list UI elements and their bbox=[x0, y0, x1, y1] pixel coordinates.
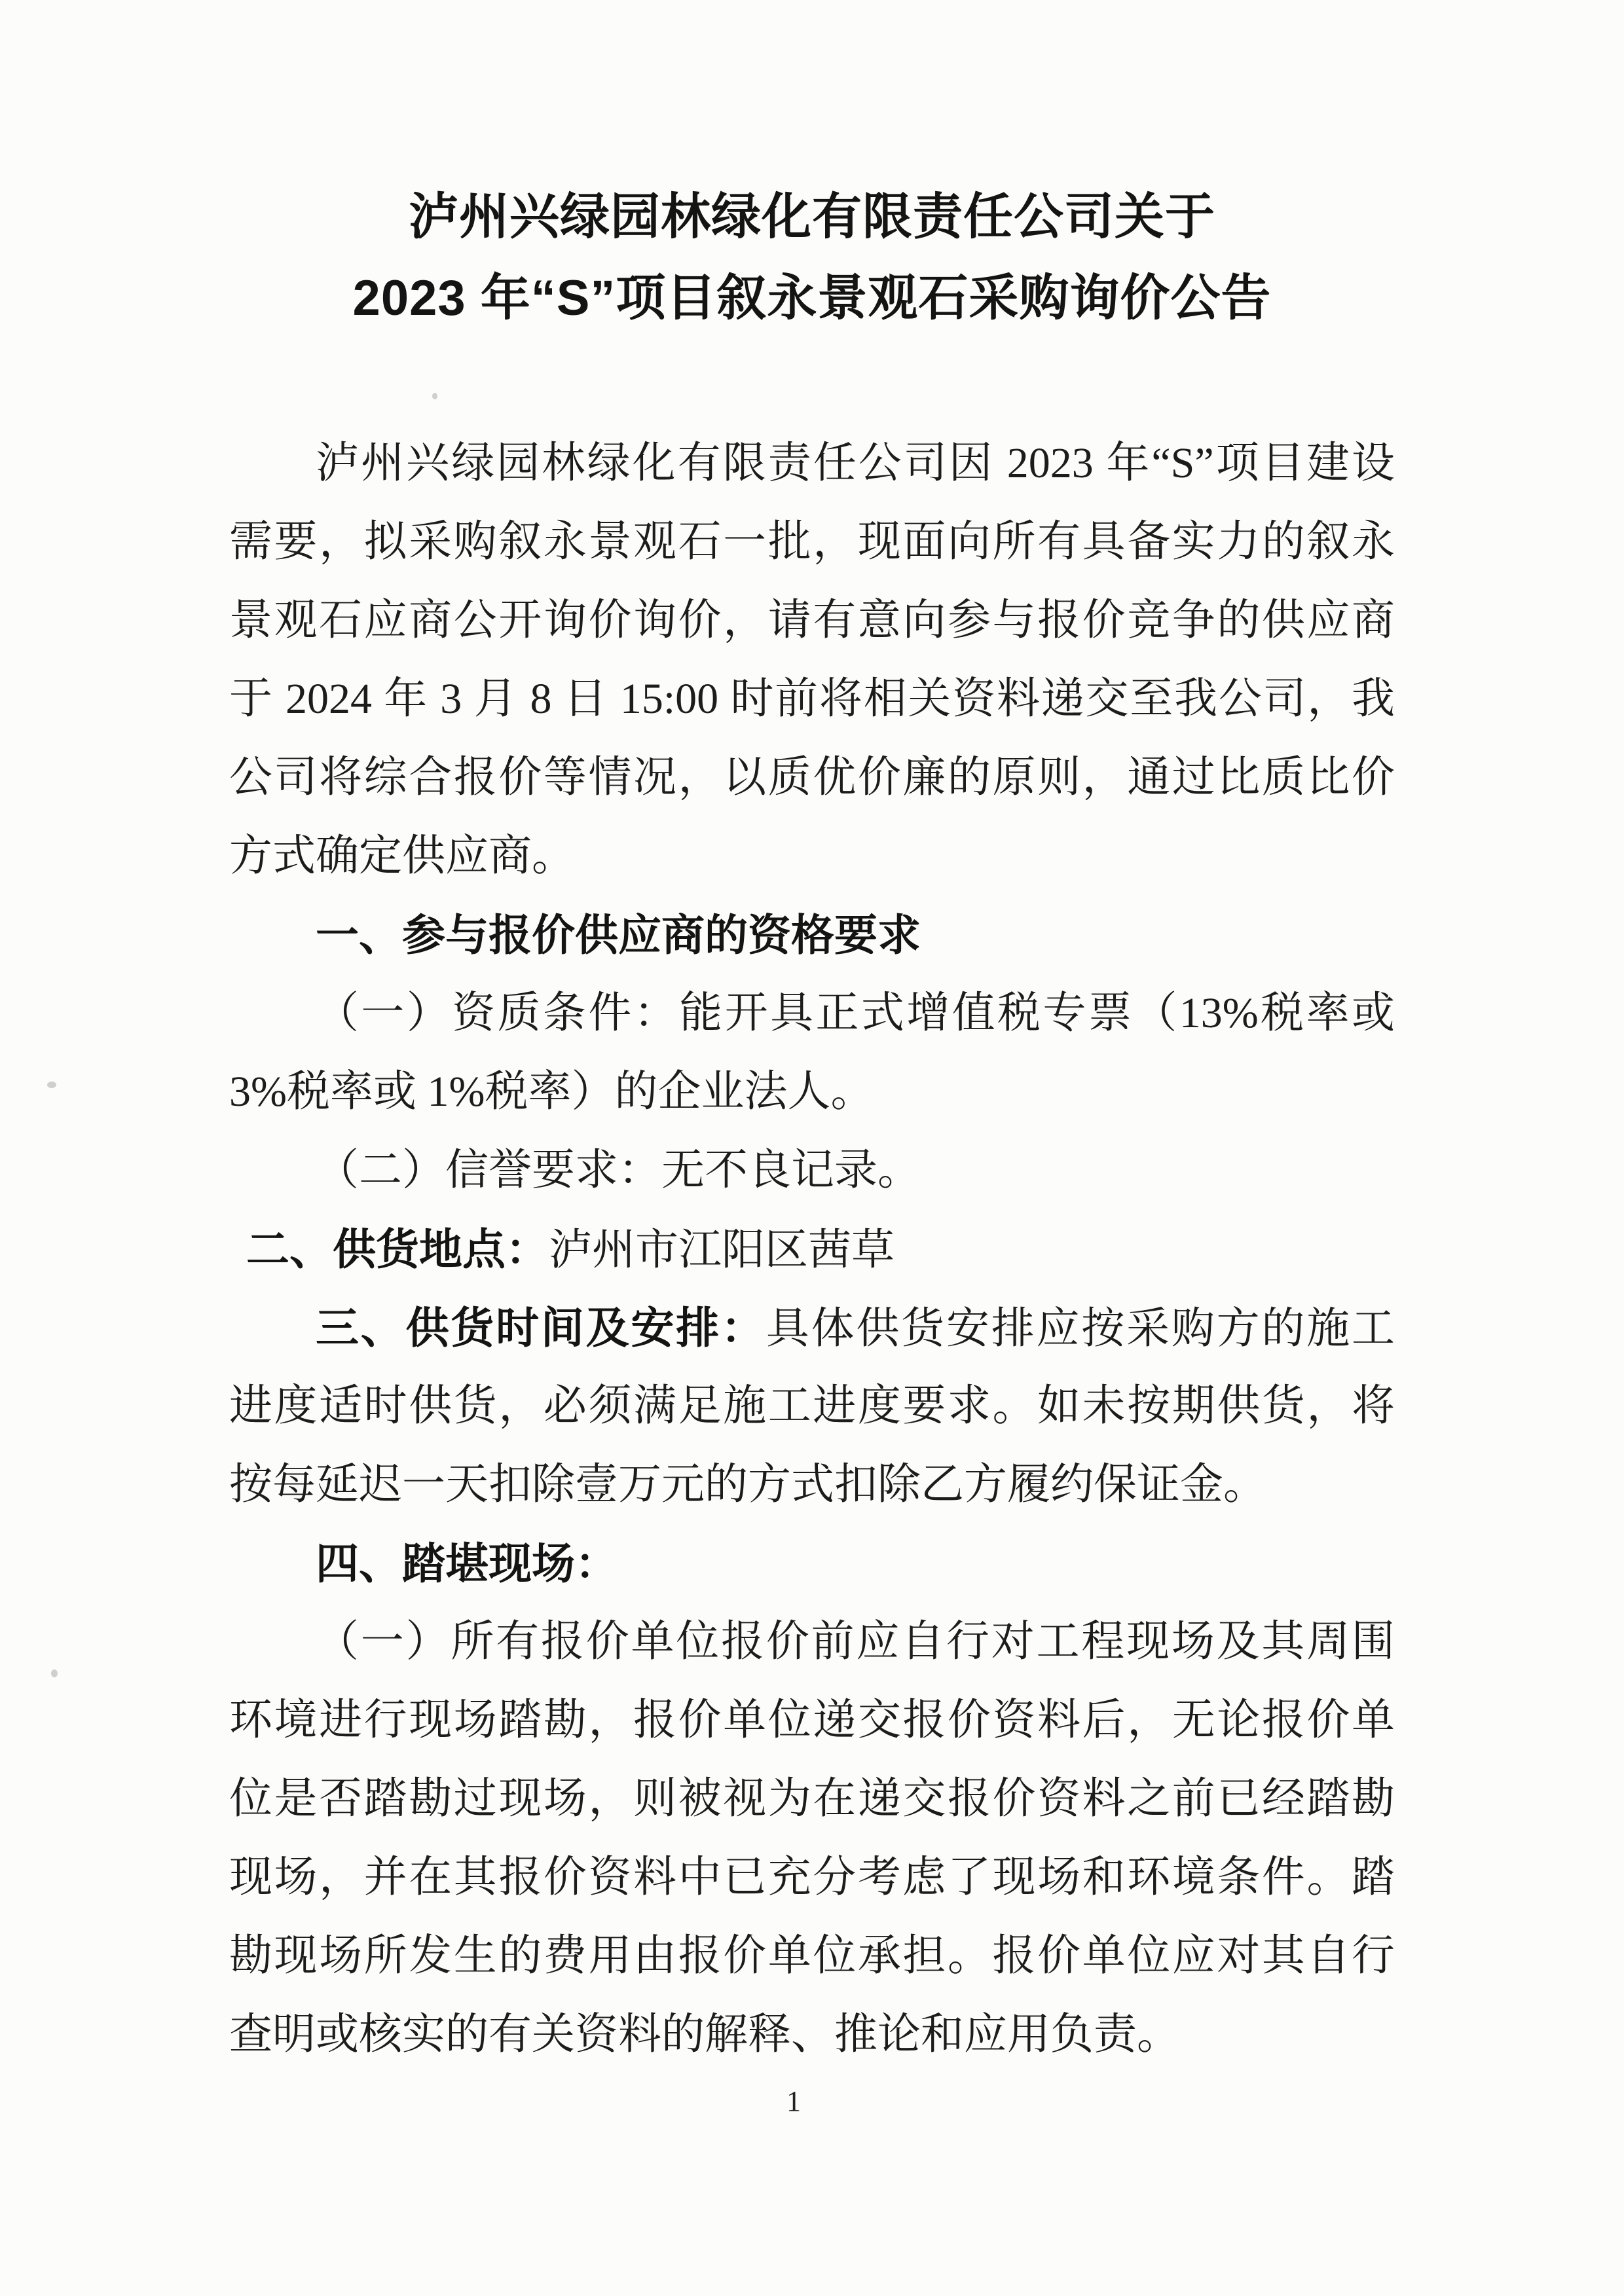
text-line bbox=[229, 581, 1395, 660]
heading-text: 二、供货地点： bbox=[246, 1225, 549, 1273]
text-line bbox=[229, 1760, 1395, 1838]
heading-text: 三、供货时间及安排： bbox=[316, 1303, 766, 1352]
document-title bbox=[229, 177, 1395, 339]
text-line bbox=[229, 1288, 1395, 1367]
body-text: 方式确定供应商。 bbox=[229, 832, 575, 880]
heading-text: 四、踏堪现场： bbox=[316, 1539, 618, 1588]
scan-speck bbox=[51, 1669, 58, 1677]
text-line bbox=[229, 1367, 1395, 1446]
body-text: 景观石应商公开询价询价，请有意向参与报价竞争的供应商 bbox=[229, 596, 1395, 644]
text-line bbox=[229, 1917, 1395, 1995]
document-body bbox=[229, 424, 1395, 2074]
body-text: 公司将综合报价等情况，以质优价廉的原则，通过比质比价 bbox=[229, 754, 1395, 801]
body-text: （一）资质条件：能开具正式增值税专票（13%税率或 bbox=[316, 989, 1395, 1037]
title-line-1: 泸州兴绿园林绿化有限责任公司关于 bbox=[409, 189, 1215, 245]
text-line bbox=[229, 738, 1395, 817]
body-text: 3%税率或 1%税率）的企业法人。 bbox=[229, 1068, 874, 1116]
text-line bbox=[229, 424, 1395, 503]
scan-speck bbox=[47, 1082, 56, 1088]
title-line-2: 2023 年“S”项目叙永景观石采购询价公告 bbox=[352, 270, 1272, 326]
text-line bbox=[229, 817, 1395, 896]
page-number: 1 bbox=[786, 2085, 801, 2117]
text-line bbox=[229, 1131, 1395, 1210]
text-line bbox=[229, 503, 1395, 581]
text-line bbox=[229, 1838, 1395, 1917]
text-line bbox=[229, 1681, 1395, 1760]
body-text: 环境进行现场踏勘，报价单位递交报价资料后，无论报价单 bbox=[229, 1696, 1395, 1744]
body-text: 进度适时供货，必须满足施工进度要求。如未按期供货，将 bbox=[229, 1382, 1395, 1430]
text-line bbox=[229, 1524, 1395, 1603]
scan-speck bbox=[432, 393, 437, 399]
body-text: 泸州兴绿园林绿化有限责任公司因 2023 年“S”项目建设 bbox=[316, 439, 1395, 487]
text-line bbox=[229, 974, 1395, 1053]
text-line bbox=[229, 1210, 1395, 1288]
text-line bbox=[229, 1446, 1395, 1524]
text-line bbox=[229, 1053, 1395, 1131]
body-text: 具体供货安排应按采购方的施工 bbox=[766, 1305, 1395, 1353]
text-line bbox=[229, 1995, 1395, 2074]
body-text: （一）所有报价单位报价前应自行对工程现场及其周围 bbox=[316, 1618, 1395, 1666]
body-text: 位是否踏勘过现场，则被视为在递交报价资料之前已经踏勘 bbox=[229, 1775, 1395, 1823]
body-text: 勘现场所发生的费用由报价单位承担。报价单位应对其自行 bbox=[229, 1932, 1395, 1980]
body-text: （二）信誉要求：无不良记录。 bbox=[316, 1146, 921, 1194]
text-line bbox=[229, 660, 1395, 738]
text-line bbox=[229, 1603, 1395, 1681]
body-text: 于 2024 年 3 月 8 日 15:00 时前将相关资料递交至我公司，我 bbox=[229, 675, 1395, 723]
body-text: 按每延迟一天扣除壹万元的方式扣除乙方履约保证金。 bbox=[229, 1461, 1266, 1508]
body-text: 泸州市江阳区茜草 bbox=[549, 1226, 895, 1274]
body-text: 现场，并在其报价资料中已充分考虑了现场和环境条件。踏 bbox=[229, 1853, 1395, 1901]
heading-text: 一、参与报价供应商的资格要求 bbox=[316, 911, 921, 959]
body-text: 查明或核实的有关资料的解释、推论和应用负责。 bbox=[229, 2011, 1180, 2058]
body-text: 需要，拟采购叙永景观石一批，现面向所有具备实力的叙永 bbox=[229, 518, 1395, 566]
text-line bbox=[229, 896, 1395, 974]
